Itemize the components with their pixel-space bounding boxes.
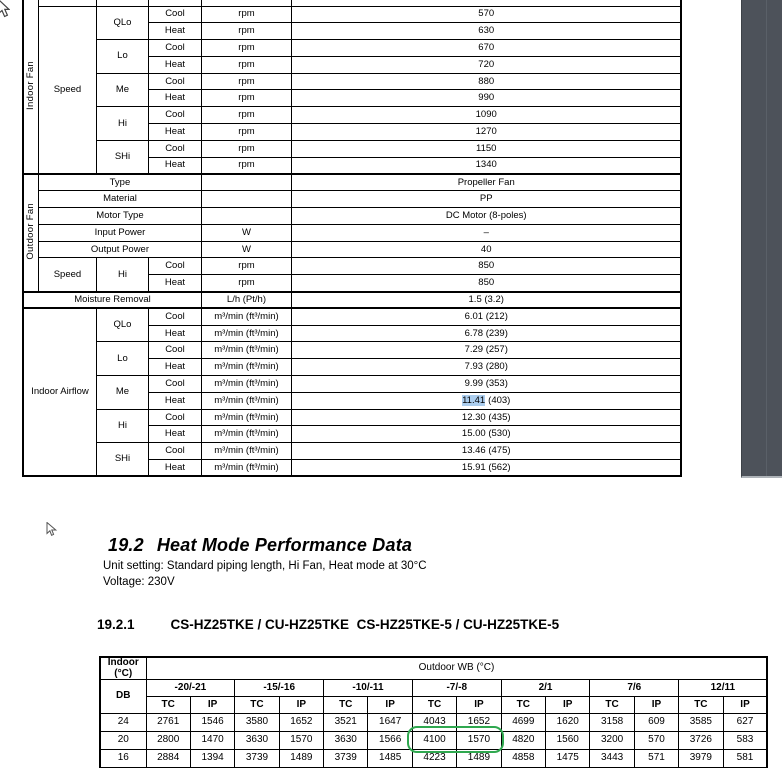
temp-header-cell: -15/-16 [235,680,324,697]
table-row [23,443,681,460]
value-cell: 1475 [546,750,590,768]
value-cell: 2761 [146,714,190,732]
value-cell: 3158 [590,714,634,732]
indoor-header-cell [100,657,146,680]
level-cell: QLo [96,308,148,342]
temp-header-cell: -7/-8 [412,680,501,697]
value-suffix: (403) [488,394,511,406]
ip-header-cell: IP [279,697,323,714]
value-cell: 627 [723,714,767,732]
unit-cell: m³/min (ft³/min) [201,308,291,325]
outdoor-wb-header-cell: Outdoor WB (°C) [146,657,767,680]
unit-cell: rpm [201,275,291,292]
tc-header-cell: TC [412,697,456,714]
value-cell: 1090 [291,107,681,124]
unit-cell: rpm [201,6,291,23]
unit-cell: rpm [201,140,291,157]
value-cell: – [291,224,681,241]
level-cell: SHi [96,443,148,477]
mode-cell: Heat [148,90,201,107]
table-row [23,174,681,191]
unit-cell: m³/min (ft³/min) [201,359,291,376]
mode-cell: Heat [148,23,201,40]
value-cell: 7.93 (280) [291,359,681,376]
unit-cell: W [201,241,291,258]
unit-cell: rpm [201,73,291,90]
level-cell: Hi [96,258,148,292]
level-cell: Me [96,73,148,107]
value-cell: 6.78 (239) [291,325,681,342]
value-cell: 13.46 (475) [291,443,681,460]
value-cell: 1652 [457,714,501,732]
cursor-icon [0,0,10,18]
mode-cell: Heat [148,275,201,292]
value-cell: 1652 [279,714,323,732]
unit-cell: m³/min (ft³/min) [201,342,291,359]
value-cell: 1620 [546,714,590,732]
value-cell: 1489 [279,750,323,768]
pointer-cursor-icon [46,522,58,537]
temp-header-cell: 7/6 [590,680,679,697]
model-heading [97,617,559,632]
value-cell: 850 [291,275,681,292]
db-cell: 16 [100,750,146,768]
table-row [23,40,681,57]
value-cell-selected [291,392,681,409]
value-cell: 15.91 (562) [291,460,681,477]
unit-cell: m³/min (ft³/min) [201,325,291,342]
level-cell: Lo [96,40,148,74]
table-row [23,73,681,90]
ip-header-cell: IP [634,697,678,714]
model-names: CS-HZ25TKE / CU-HZ25TKE CS-HZ25TKE-5 / CU-HZ25TKE-5 [170,617,560,632]
unit-cell: W [201,224,291,241]
table-row [23,241,681,258]
mode-cell: Heat [148,392,201,409]
unit-cell: m³/min (ft³/min) [201,376,291,393]
mode-cell: Cool [148,308,201,325]
value-cell: 1150 [291,140,681,157]
mode-cell: Heat [148,325,201,342]
group-cell-outdoor-fan [23,174,38,292]
unit-cell: rpm [201,258,291,275]
value-cell: 583 [723,732,767,750]
ip-header-cell: IP [457,697,501,714]
value-cell: Propeller Fan [291,174,681,191]
table-row [23,107,681,124]
unit-cell: rpm [201,124,291,141]
value-cell: 3585 [679,714,723,732]
mode-cell: Cool [148,258,201,275]
value-cell: 40 [291,241,681,258]
table-row [23,376,681,393]
temp-header-cell: 12/11 [679,680,768,697]
indoor-fan-vertical-label: Indoor Fan [25,60,36,110]
value-cell: 1340 [291,157,681,174]
value-cell: DC Motor (8-poles) [291,208,681,225]
mode-cell: Heat [148,56,201,73]
table-row [23,342,681,359]
db-cell: 20 [100,732,146,750]
table-row [23,292,681,309]
table-row [23,224,681,241]
mode-cell: Cool [148,73,201,90]
value-cell: 630 [291,23,681,40]
value-cell: 7.29 (257) [291,342,681,359]
unit-cell: m³/min (ft³/min) [201,426,291,443]
prop-label-cell: Motor Type [38,208,201,225]
selected-text[interactable]: 11.41 [462,394,486,406]
tc-header-cell: TC [590,697,634,714]
table-row [23,6,681,23]
spec-table [22,0,682,477]
mode-cell: Heat [148,157,201,174]
value-cell: 1566 [368,732,412,750]
indoor-unit: (°C) [114,667,133,679]
ip-header-cell: IP [190,697,234,714]
table-row [23,208,681,225]
unit-cell: rpm [201,90,291,107]
level-cell: Me [96,376,148,410]
temp-header-cell: -10/-11 [324,680,413,697]
value-cell: 1470 [190,732,234,750]
table-row [23,308,681,325]
unit-cell: m³/min (ft³/min) [201,460,291,477]
unit-cell: rpm [201,40,291,57]
level-cell: Lo [96,342,148,376]
speed-label-cell: Speed [38,6,96,174]
ip-header-cell: IP [723,697,767,714]
prop-label-cell: Type [38,174,201,191]
mode-cell: Cool [148,140,201,157]
mode-cell: Heat [148,460,201,477]
value-cell: 2884 [146,750,190,768]
value-cell: 1560 [546,732,590,750]
value-cell: 1270 [291,124,681,141]
mode-cell: Cool [148,40,201,57]
note-line: Voltage: 230V [103,576,175,588]
value-cell: 1485 [368,750,412,768]
value-cell: 4820 [501,732,545,750]
level-cell: SHi [96,140,148,174]
tc-header-cell: TC [501,697,545,714]
value-cell: 570 [634,732,678,750]
viewer-background-panel[interactable] [741,0,782,478]
scrollbar-track-line [766,0,767,476]
level-cell: QLo [96,6,148,40]
table-row [23,258,681,275]
tc-header-cell: TC [679,697,723,714]
table-row [23,409,681,426]
value-cell: 1489 [457,750,501,768]
unit-cell [201,208,291,225]
indoor-label: Indoor [107,657,139,668]
value-cell: 6.01 (212) [291,308,681,325]
value-cell: 9.99 (353) [291,376,681,393]
value-cell: 3739 [324,750,368,768]
unit-cell: rpm [201,23,291,40]
value-cell: 850 [291,258,681,275]
value-cell: 3443 [590,750,634,768]
value-cell: 3979 [679,750,723,768]
mode-cell: Cool [148,6,201,23]
value-cell: 1546 [190,714,234,732]
value-cell-annotated: 4100 [412,732,456,750]
value-cell: 3630 [235,732,279,750]
value-cell: 1570 [279,732,323,750]
level-cell: Hi [96,409,148,443]
model-heading-number: 19.2.1 [97,617,135,632]
unit-cell: m³/min (ft³/min) [201,443,291,460]
tc-header-cell: TC [235,697,279,714]
section-notes [103,558,427,590]
table-row [23,140,681,157]
mode-cell: Cool [148,376,201,393]
value-cell: 3630 [324,732,368,750]
highlight-annotation [407,726,504,753]
unit-cell: L/h (Pt/h) [201,292,291,309]
value-cell: 581 [723,750,767,768]
section-title: Heat Mode Performance Data [156,535,413,555]
outdoor-fan-vertical-label: Outdoor Fan [25,202,36,260]
value-cell: 670 [291,40,681,57]
section-number: 19.2 [108,535,144,555]
ip-header-cell: IP [546,697,590,714]
unit-cell: m³/min (ft³/min) [201,409,291,426]
value-cell: 720 [291,56,681,73]
prop-label-cell: Moisture Removal [23,292,201,309]
table-row [23,191,681,208]
value-cell: 571 [634,750,678,768]
value-cell: 15.00 (530) [291,426,681,443]
value-cell: 3739 [235,750,279,768]
mode-cell: Heat [148,426,201,443]
value-cell: 880 [291,73,681,90]
table-row [100,657,767,680]
value-cell: 4043 [412,714,456,732]
level-cell: Hi [96,107,148,141]
prop-label-cell: Input Power [38,224,201,241]
value-cell: 4223 [412,750,456,768]
mode-cell: Heat [148,359,201,376]
value-cell-annotated: 1570 [457,732,501,750]
unit-cell: rpm [201,157,291,174]
table-row [100,680,767,697]
ip-header-cell: IP [368,697,412,714]
temp-header-cell: 2/1 [501,680,590,697]
unit-cell: rpm [201,107,291,124]
value-cell: PP [291,191,681,208]
temp-header-cell: -20/-21 [146,680,235,697]
mode-cell: Cool [148,409,201,426]
value-cell: 3200 [590,732,634,750]
unit-cell [201,174,291,191]
unit-cell: m³/min (ft³/min) [201,392,291,409]
unit-cell [201,191,291,208]
value-cell: 1394 [190,750,234,768]
value-cell: 3521 [324,714,368,732]
section-heading [108,535,412,556]
unit-cell: rpm [201,56,291,73]
mode-cell: Cool [148,443,201,460]
note-line: Unit setting: Standard piping length, Hi Fan, Heat mode at 30°C [103,560,427,572]
db-cell: 24 [100,714,146,732]
mode-cell: Cool [148,342,201,359]
value-cell: 12.30 (435) [291,409,681,426]
group-cell-indoor-fan [23,0,38,174]
value-cell: 2800 [146,732,190,750]
value-cell: 4858 [501,750,545,768]
mode-cell: Heat [148,124,201,141]
value-cell: 3726 [679,732,723,750]
value-cell: 570 [291,6,681,23]
value-cell: 609 [634,714,678,732]
tc-header-cell: TC [324,697,368,714]
table-row [100,697,767,714]
value-cell: 4699 [501,714,545,732]
speed-label-cell: Speed [38,258,96,292]
value-cell: 1647 [368,714,412,732]
value-cell: 3580 [235,714,279,732]
value-cell: 1.5 (3.2) [291,292,681,309]
prop-label-cell: Output Power [38,241,201,258]
db-header-cell: DB [100,680,146,714]
tc-header-cell: TC [146,697,190,714]
group-cell-indoor-airflow: Indoor Airflow [23,308,96,476]
value-cell: 990 [291,90,681,107]
prop-label-cell: Material [38,191,201,208]
mode-cell: Cool [148,107,201,124]
